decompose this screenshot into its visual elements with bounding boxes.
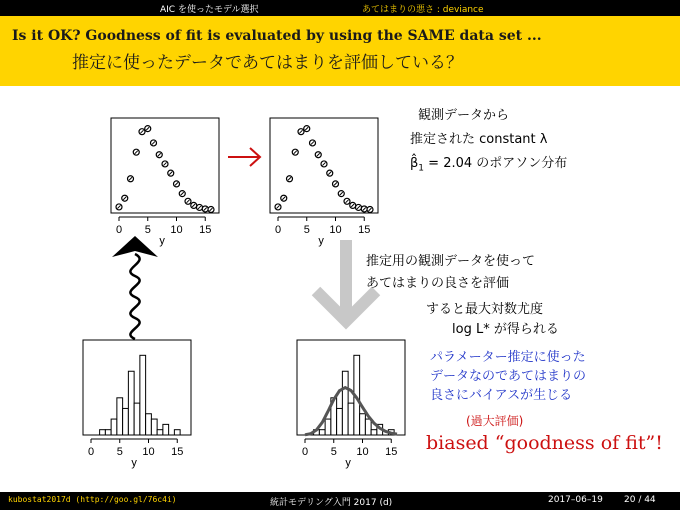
x-axis-label: y bbox=[131, 457, 137, 469]
x-tick-label: 15 bbox=[199, 224, 212, 236]
histogram-bar bbox=[319, 430, 325, 435]
bias-note-line3: 良さにバイアスが生じる bbox=[430, 388, 573, 403]
histogram-bar bbox=[174, 430, 180, 435]
histogram-bar bbox=[117, 398, 123, 435]
histogram-bar bbox=[163, 424, 169, 435]
x-tick-label: 0 bbox=[301, 446, 309, 458]
histogram-bar bbox=[157, 430, 163, 435]
x-axis-label: y bbox=[159, 235, 165, 247]
top-navigation bbox=[0, 0, 680, 16]
x-tick-label: 10 bbox=[170, 224, 183, 236]
model-note-line3-rest: = 2.04 のポアソン分布 bbox=[424, 156, 568, 171]
model-note-line1: 観測データから bbox=[418, 108, 510, 123]
nav-section-deviance[interactable]: あてはまりの悪さ : deviance bbox=[362, 5, 484, 15]
poisson-model-panel-left bbox=[111, 118, 219, 247]
footer-course-title: 統計モデリング入門 2017 (d) bbox=[270, 498, 393, 508]
histogram-panel-left bbox=[83, 340, 191, 469]
histogram-bar bbox=[151, 419, 157, 435]
x-tick-label: 15 bbox=[358, 224, 371, 236]
wavy-up-arrow bbox=[112, 236, 158, 339]
footer-bar bbox=[0, 492, 680, 510]
histogram-bar bbox=[134, 403, 140, 435]
bias-note-line2: データなのであてはまりの bbox=[430, 369, 587, 384]
histogram-bar bbox=[371, 430, 377, 435]
histogram-bar bbox=[365, 419, 371, 435]
poisson-model-panel-right bbox=[270, 118, 378, 247]
histogram-bar bbox=[146, 414, 152, 435]
bias-note-line1: パラメーター推定に使った bbox=[430, 350, 586, 365]
evaluation-note-line2: あてはまりの良さを評価 bbox=[366, 276, 510, 291]
model-note-line2: 推定された constant λ bbox=[410, 132, 548, 147]
histogram-bar bbox=[123, 408, 129, 435]
x-tick-label: 15 bbox=[385, 446, 398, 458]
x-tick-label: 15 bbox=[171, 446, 184, 458]
x-tick-label: 0 bbox=[274, 224, 282, 236]
histogram-bar bbox=[111, 419, 117, 435]
x-tick-label: 10 bbox=[329, 224, 342, 236]
loglik-note-line2: log L* が得られる bbox=[452, 322, 559, 337]
x-tick-label: 0 bbox=[115, 224, 123, 236]
x-tick-label: 5 bbox=[330, 446, 337, 458]
footer-page-number: 20 / 44 bbox=[624, 495, 656, 505]
evaluation-note-line1: 推定用の観測データを使って bbox=[366, 254, 536, 269]
x-tick-label: 10 bbox=[356, 446, 369, 458]
biased-fit-label: biased “goodness of fit”! bbox=[426, 432, 663, 454]
title-bar bbox=[0, 16, 680, 86]
slide-title-japanese: 推定に使ったデータであてはまりを評価している？ bbox=[72, 53, 463, 73]
footer-date: 2017–06–19 bbox=[548, 495, 603, 505]
x-tick-label: 0 bbox=[87, 446, 95, 458]
x-axis-label: y bbox=[345, 457, 351, 469]
red-right-arrow bbox=[228, 148, 260, 166]
histogram-bar bbox=[337, 408, 343, 435]
histogram-bar bbox=[100, 430, 106, 435]
histogram-bar bbox=[140, 355, 146, 435]
x-tick-label: 10 bbox=[142, 446, 155, 458]
beta-hat-symbol: β̂ bbox=[410, 156, 419, 171]
histogram-bar bbox=[105, 430, 111, 435]
histogram-bar bbox=[360, 414, 366, 435]
histogram-bar bbox=[325, 419, 331, 435]
slide-title-english: Is it OK? Goodness of fit is evaluated by using the SAME data set ... bbox=[12, 28, 542, 44]
footer-course-id: kubostat2017d (http://goo.gl/76c4i) bbox=[8, 495, 177, 504]
nav-section-aic[interactable]: AIC を使ったモデル選択 bbox=[160, 5, 259, 15]
overestimate-label: (過大評価) bbox=[466, 414, 524, 428]
x-tick-label: 5 bbox=[303, 224, 310, 236]
model-note-line3 bbox=[410, 152, 567, 174]
histogram-bar bbox=[342, 371, 348, 435]
loglik-note-line1: すると最大対数尤度 bbox=[426, 302, 544, 317]
x-tick-label: 5 bbox=[116, 446, 123, 458]
x-axis-label: y bbox=[318, 235, 324, 247]
x-tick-label: 5 bbox=[144, 224, 151, 236]
beta-subscript: 1 bbox=[418, 163, 425, 174]
histogram-bar bbox=[128, 371, 134, 435]
histogram-bar bbox=[348, 403, 354, 435]
histogram-panel-right bbox=[297, 340, 405, 469]
